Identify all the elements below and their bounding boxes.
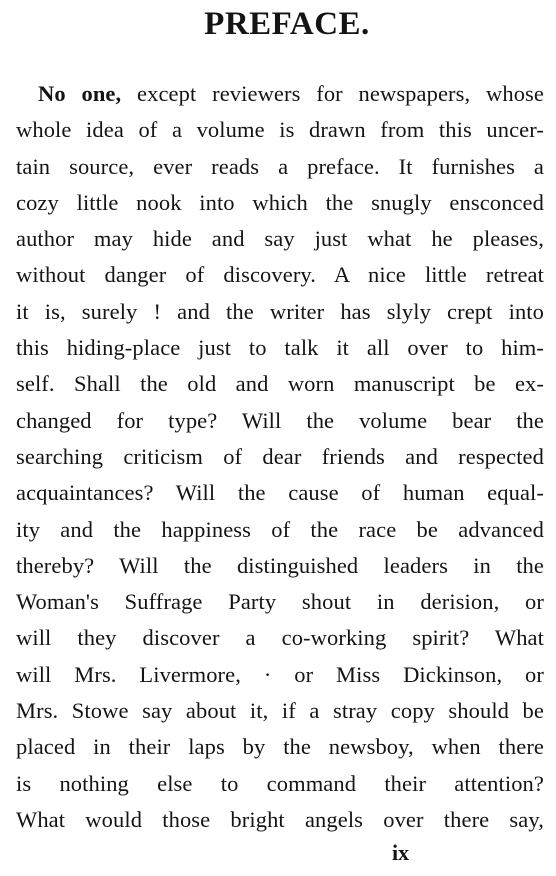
text-line: will they discover a co-working spirit? What [16, 625, 544, 651]
text-line: it is, surely ! and the writer has slyly crept into [16, 298, 544, 324]
text-line: searching criticism of dear friends and respected [16, 443, 544, 469]
text-line: thereby? Will the distinguished leaders in the [16, 552, 544, 578]
text-line [16, 76, 544, 112]
text-line-content: except reviewers for newspapers, whose [137, 81, 544, 106]
opening-words: No one, [38, 81, 122, 106]
page-title: PREFACE. [204, 6, 370, 42]
text-line: ity and the happiness of the race be advanced [16, 516, 544, 542]
text-line: this hiding-place just to talk it all over to him- [16, 335, 544, 361]
text-line: Mrs. Stowe say about it, if a stray copy should be [16, 698, 544, 724]
text-line: will Mrs. Livermore, · or Miss Dickinson, or [16, 661, 544, 687]
text-line: Woman's Suffrage Party shout in derision, or [16, 589, 544, 615]
text-line: without danger of discovery. A nice little retreat [16, 262, 544, 288]
text-line: is nothing else to command their attention? [16, 770, 544, 796]
preface-body [16, 76, 544, 838]
text-line: cozy little nook into which the snugly ensconced [16, 189, 544, 215]
text-line: author may hide and say just what he pleases, [16, 226, 544, 252]
text-line: changed for type? Will the volume bear the [16, 407, 544, 433]
text-line: acquaintances? Will the cause of human equal- [16, 480, 544, 506]
page-number: ix [392, 840, 410, 865]
text-line: What would those bright angels over there say, [16, 806, 544, 832]
text-line: placed in their laps by the newsboy, when there [16, 734, 544, 760]
text-line: tain source, ever reads a preface. It furnishes a [16, 153, 544, 179]
text-line: whole idea of a volume is drawn from this uncer- [16, 117, 544, 143]
text-line: self. Shall the old and worn manuscript be ex- [16, 371, 544, 397]
